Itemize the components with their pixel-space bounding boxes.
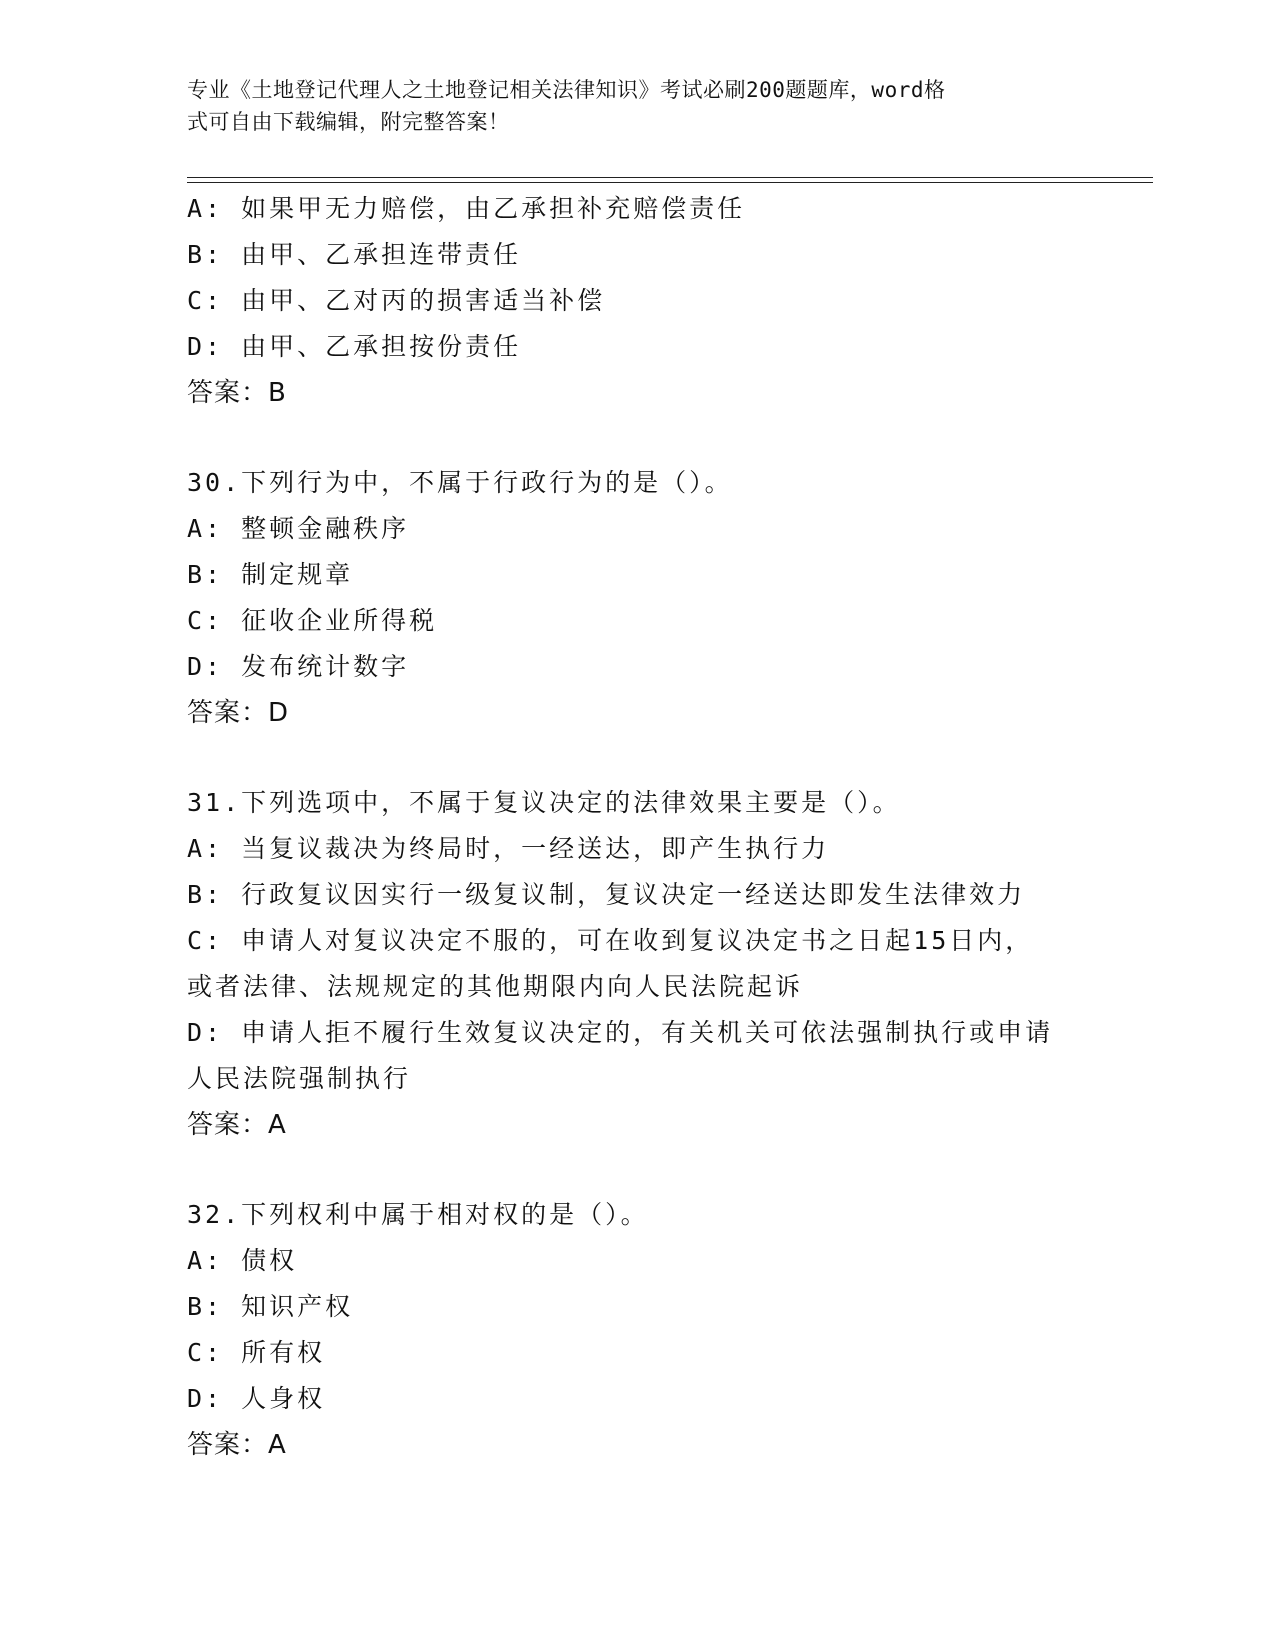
- option-c: C: 征收企业所得税: [187, 606, 438, 635]
- spacer: [187, 416, 1087, 460]
- option-a: A: 整顿金融秩序: [187, 514, 410, 543]
- header-divider-top: [187, 177, 1153, 178]
- document-header: [187, 74, 1067, 138]
- spacer: [187, 1148, 1087, 1192]
- answer: 答案：A: [187, 1110, 287, 1140]
- option-b: B: 制定规章: [187, 560, 354, 589]
- question-block-31: [187, 780, 1087, 1148]
- spacer: [187, 736, 1087, 780]
- answer: 答案：B: [187, 378, 287, 408]
- question-text: 30.下列行为中，不属于行政行为的是（）。: [187, 468, 733, 497]
- option-a: A: 当复议裁决为终局时，一经送达，即产生执行力: [187, 834, 830, 863]
- option-c: C: 所有权: [187, 1338, 326, 1367]
- header-line-1: 专业《土地登记代理人之土地登记相关法律知识》考试必刷200题题库，word格: [187, 78, 946, 102]
- option-d: D: 发布统计数字: [187, 652, 410, 681]
- option-d: D: 人身权: [187, 1384, 326, 1413]
- option-c: C: 申请人对复议决定不服的，可在收到复议决定书之日起15日内，或者法律、法规规定的其他期限内向人民法院起诉: [187, 926, 1034, 1001]
- option-b: B: 由甲、乙承担连带责任: [187, 240, 522, 269]
- header-line-2: 式可自由下载编辑，附完整答案！: [187, 110, 510, 134]
- question-block-32: [187, 1192, 1087, 1468]
- option-a: A: 如果甲无力赔偿，由乙承担补充赔偿责任: [187, 194, 746, 223]
- question-list: [187, 186, 1087, 1468]
- answer: 答案：D: [187, 698, 290, 728]
- option-d: D: 由甲、乙承担按份责任: [187, 332, 522, 361]
- option-c: C: 由甲、乙对丙的损害适当补偿: [187, 286, 606, 315]
- header-divider-bottom: [187, 182, 1153, 183]
- option-a: A: 债权: [187, 1246, 298, 1275]
- option-b: B: 行政复议因实行一级复议制，复议决定一经送达即发生法律效力: [187, 880, 1026, 909]
- question-text: 31.下列选项中，不属于复议决定的法律效果主要是（）。: [187, 788, 901, 817]
- question-text: 32.下列权利中属于相对权的是（）。: [187, 1200, 649, 1229]
- answer: 答案：A: [187, 1430, 287, 1460]
- question-block-29: [187, 186, 1087, 416]
- option-b: B: 知识产权: [187, 1292, 354, 1321]
- option-d: D: 申请人拒不履行生效复议决定的，有关机关可依法强制执行或申请人民法院强制执行: [187, 1018, 1054, 1093]
- question-block-30: [187, 460, 1087, 736]
